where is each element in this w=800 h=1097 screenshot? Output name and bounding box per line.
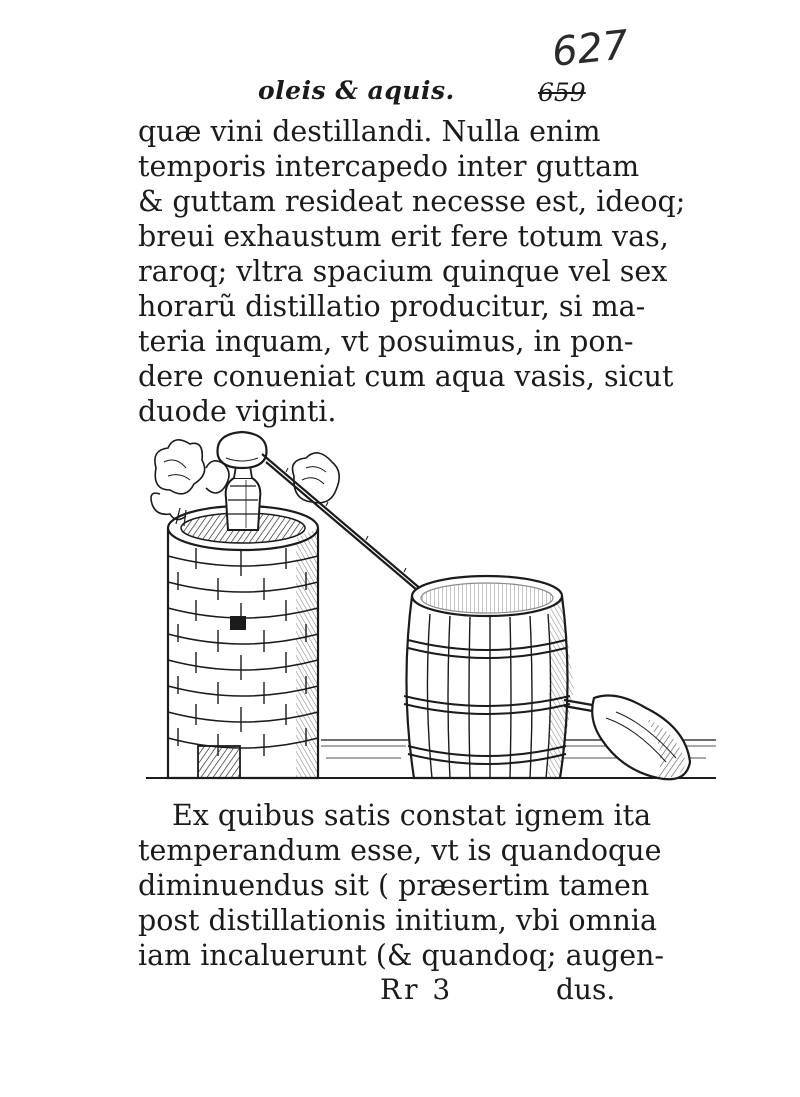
- brick-furnace: [168, 506, 318, 778]
- handwritten-page-number: 627: [549, 22, 631, 76]
- printed-page-number: 659: [538, 78, 586, 107]
- text-line: duode viginti.: [138, 395, 337, 428]
- text-line: post distillationis initium, vbi omnia: [138, 904, 658, 937]
- catchword: dus.: [556, 973, 616, 1006]
- text-line: dere conueniat cum aqua vasis, sicut: [138, 360, 674, 393]
- text-line: diminuendus sit ( præsertim tamen: [138, 869, 650, 902]
- text-block-bottom: [138, 798, 665, 973]
- cooling-barrel: [404, 576, 574, 778]
- running-head: oleis & aquis.: [258, 76, 455, 105]
- text-line: quæ vini destillandi. Nulla enim: [138, 115, 601, 148]
- text-line: horarũ distillatio producitur, si ma-: [138, 290, 646, 323]
- distillation-woodcut: [146, 428, 716, 798]
- text-line: Ex quibus satis constat ignem ita: [172, 799, 652, 832]
- signature-mark: Rr 3: [380, 973, 454, 1006]
- text-line: temperandum esse, vt is quandoque: [138, 834, 662, 867]
- text-line: breui exhaustum erit fere totum vas,: [138, 220, 669, 253]
- receiver-flask: [564, 696, 690, 780]
- text-line: raroq; vltra spacium quinque vel sex: [138, 255, 668, 288]
- text-line: & guttam resideat necesse est, ideoq;: [138, 185, 686, 218]
- text-line: temporis intercapedo inter guttam: [138, 150, 640, 183]
- text-line: teria inquam, vt posuimus, in pon-: [138, 325, 634, 358]
- text-line: iam incaluerunt (& quandoq; augen-: [138, 939, 665, 972]
- text-block-top: [138, 114, 686, 429]
